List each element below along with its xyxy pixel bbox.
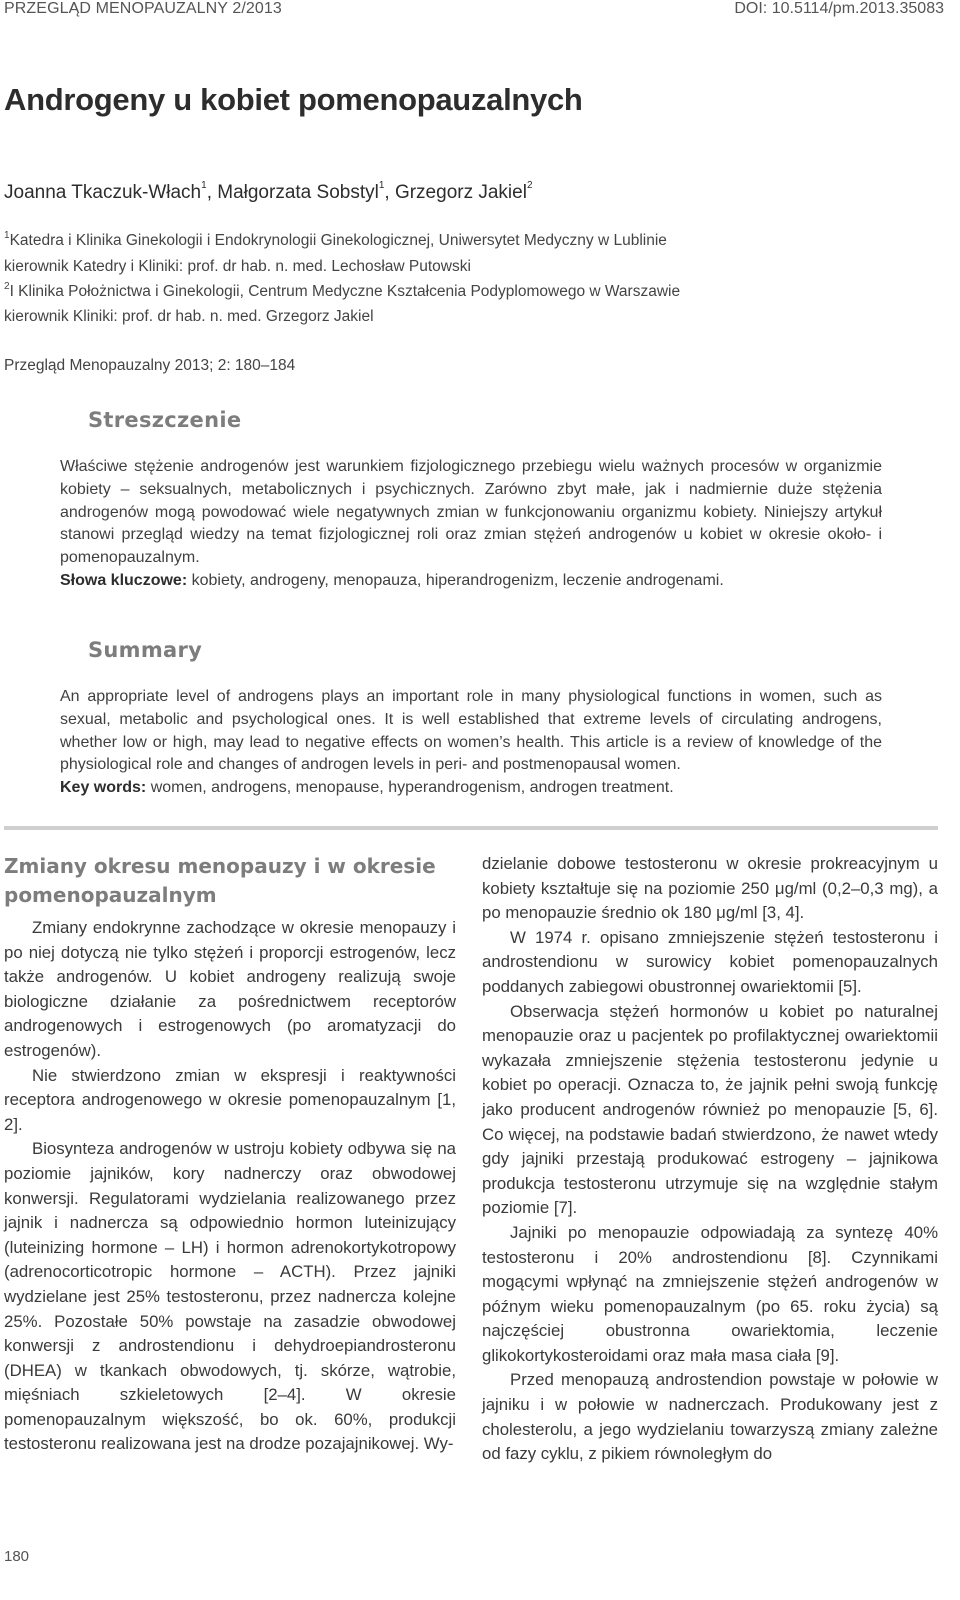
body-paragraph: Nie stwierdzono zmian w ekspresji i reaktywności receptora androgenowego w okresie pomenopauzalnym [1, 2]. bbox=[4, 1065, 456, 1134]
body-paragraph: dzielanie dobowe testosteronu w okresie prokreacyjnym u kobiety kształtuje się na poziomie 250 μg/ml (0,2–0,3 mg), a po menopauzie średnio ok 180 μg/ml [3, 4]. bbox=[482, 854, 938, 923]
abstract-pl-text: Właściwe stężenie androgenów jest warunkiem fizjologicznego przebiegu wielu ważnych procesów w organizmie kobiety – seksualnych, metabolicznych i psychicznych. Zarówno zbyt małe, jak i nadmiernie duże stężenia androgenów mogą powodować wiele negatywnych zmian w funkcjonowaniu organizmu kobiety. Niniejszy artykuł stanowi przegląd wiedzy na temat fizjologicznej roli oraz zmian stężeń androgenów u kobiet w okresie około- i pomenopauzalnym. bbox=[60, 458, 882, 567]
affiliation-text: Katedra i Klinika Ginekologii i Endokrynologii Ginekologicznej, Uniwersytet Medyczny w Lublinie bbox=[9, 232, 667, 249]
abstract-en-text: An appropriate level of androgens plays an important role in many physiological functions in women, such as sexual, metabolic and psychological ones. It is well established that extreme levels of circulating androgens, whether low or high, may lead to negative effects on women’s health. This article is a review of knowledge of the physiological role and changes of androgen levels in peri- and postmenopausal women. bbox=[60, 688, 882, 774]
body-column-left bbox=[4, 916, 456, 1457]
affiliation-sup: 2 bbox=[4, 281, 10, 292]
author-sup: 1 bbox=[201, 180, 207, 191]
body-paragraph: Przed menopauzą androstendion powstaje w połowie w jajniku i w połowie w nadnerczach. Produkowany jest z cholesterolu, a jego wydzielaniu towarzyszą zmiany zależne od fazy cyklu, z pikiem równoległym do bbox=[482, 1370, 938, 1464]
affiliation-line bbox=[4, 258, 471, 276]
abstract-en-heading: Summary bbox=[88, 638, 203, 662]
body-paragraph: Zmiany endokrynne zachodzące w okresie menopauzy i po niej dotyczą nie tylko stężeń i proporcji estrogenów, lecz także androgenów. U kobiet androgeny realizują swoje biologiczne działanie za pośrednictwem receptorów androgenowych i estrogenowych (po aromatyzacji do estrogenów). bbox=[4, 918, 456, 1060]
abstract-en-keywords bbox=[60, 777, 882, 800]
author-sup: 1 bbox=[378, 180, 385, 191]
author-list: Joanna Tkaczuk-Włach$^1$, Małgorzata Sobstyl$^1$, Grzegorz Jakiel$^2$ bbox=[4, 180, 533, 203]
body-paragraph: W 1974 r. opisano zmniejszenie stężeń testosteronu i androstendionu w surowicy kobiet pomenopauzalnych poddanych zabiegowi obustronnej owariektomii [5]. bbox=[482, 927, 938, 996]
abstract-en bbox=[60, 686, 882, 800]
author-name: Joanna Tkaczuk-Włach bbox=[4, 182, 202, 203]
keywords-value: kobiety, androgeny, menopauza, hiperandrogenizm, leczenie androgenami. bbox=[191, 571, 724, 589]
citation: Przegląd Menopauzalny 2013; 2: 180–184 bbox=[4, 357, 296, 374]
keywords-label: Key words: bbox=[60, 779, 147, 797]
section-heading: Zmiany okresu menopauzy i w okresie pomenopauzalnym bbox=[4, 854, 436, 907]
body-paragraph: Jajniki po menopauzie odpowiadają za syntezę 40% testosteronu i 20% androstendionu [8]. Czynnikami mogącymi wpłynąć na zmniejszenie stężeń androgenów w późnym wieku pomenopauzalnym (po 65. roku życia) są najczęściej obustronna owariektomia, leczenie glikokortykosteroidami oraz mała masa ciała [9]. bbox=[482, 1222, 938, 1365]
affiliation-text: I Klinika Położnictwa i Ginekologii, Centrum Medyczne Kształcenia Podyplomowego w Warszawie bbox=[9, 283, 681, 300]
affiliation-line bbox=[4, 283, 680, 301]
affiliation-text: kierownik Katedry i Kliniki: prof. dr hab. n. med. Lechosław Putowski bbox=[4, 258, 471, 275]
keywords-label: Słowa kluczowe: bbox=[60, 571, 188, 589]
author-name: Małgorzata Sobstyl bbox=[217, 182, 379, 203]
journal-header: PRZEGLĄD MENOPAUZALNY 2/2013 bbox=[4, 0, 282, 17]
author-sup: 2 bbox=[526, 180, 533, 191]
section-divider bbox=[4, 826, 938, 830]
page-number: 180 bbox=[4, 1548, 30, 1565]
affiliation-line bbox=[4, 232, 667, 250]
keywords-value: women, androgens, menopause, hyperandrogenism, androgen treatment. bbox=[150, 779, 674, 797]
affiliation-text: kierownik Kliniki: prof. dr hab. n. med. Grzegorz Jakiel bbox=[4, 308, 374, 325]
article-title: Androgeny u kobiet pomenopauzalnych bbox=[4, 82, 583, 117]
doi-header: DOI: 10.5114/pm.2013.35083 bbox=[734, 0, 944, 17]
affiliation-sup: 1 bbox=[4, 230, 10, 241]
abstract-pl-heading: Streszczenie bbox=[88, 408, 242, 432]
affiliation-line bbox=[4, 308, 374, 326]
body-column-right bbox=[482, 852, 938, 1467]
author-name: Grzegorz Jakiel bbox=[394, 182, 527, 203]
body-paragraph: Biosynteza androgenów w ustroju kobiety odbywa się na poziomie jajników, kory nadnerczy oraz obwodowej konwersji. Regulatorami wydzielania realizowanego przez jajnik i nadnercza są odpowiednio hormon luteinizujący (luteinizing hormone – LH) i hormon adrenokortykotropowy (adrenocorticotropic hormone – ACTH). Przez jajniki wydzielane jest 25% testosteronu, przez nadnercza kolejne 25%. Pozostałe 50% powstaje na zasadzie obwodowej konwersji z androstendionu i dehydroepiandrosteronu (DHEA) w tkankach obwodowych, tj. skórze, wątrobie, mięśniach szkieletowych [2–4]. W okresie pomenopauzalnym większość, bo ok. 60%, produkcji testosteronu realizowana jest na drodze pozajajnikowej. Wy- bbox=[4, 1139, 456, 1454]
abstract-pl bbox=[60, 456, 882, 593]
abstract-pl-keywords bbox=[60, 570, 882, 593]
body-paragraph: Obserwacja stężeń hormonów u kobiet po naturalnej menopauzie oraz u pacjentek po profilaktycznej owariektomii wykazała zmniejszenie stężenia testosteronu jedynie u kobiet po operacji. Oznacza to, że jajnik pełni swoją funkcję jako producent androgenów również po menopauzie [5, 6]. Co więcej, na podstawie badań stwierdzono, że nawet wtedy gdy jajniki przestają produkować estrogeny – jajnikowa produkcja testosteronu utrzymuje się na względnie stałym poziomie [7]. bbox=[482, 1001, 938, 1218]
